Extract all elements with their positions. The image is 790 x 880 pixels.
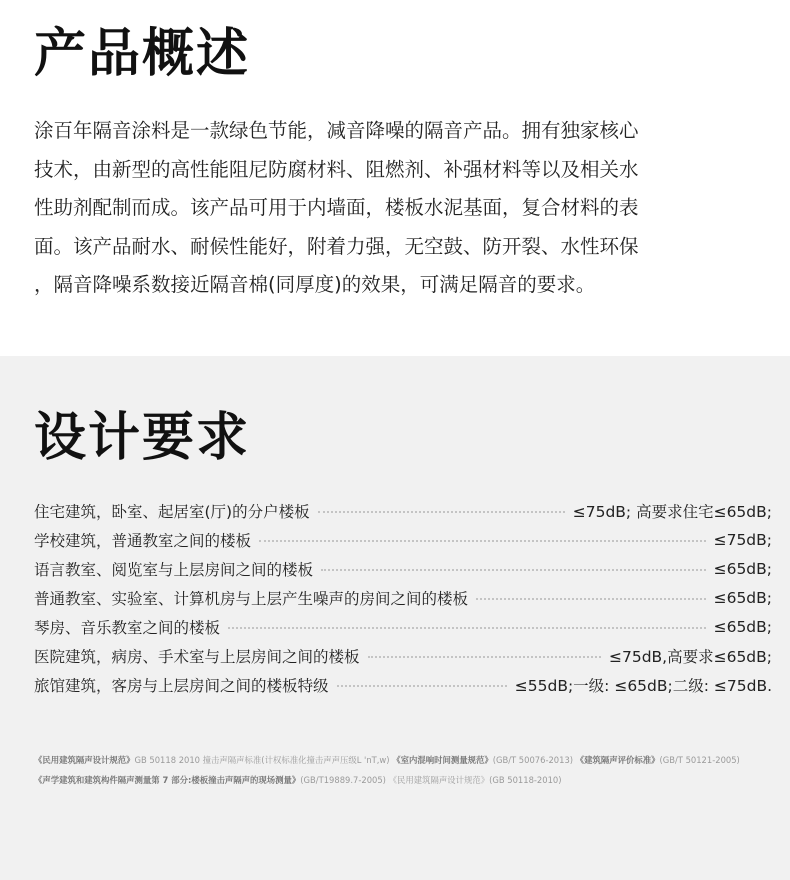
paragraph-line: ，隔音降噪系数接近隔音棉(同厚度)的效果，可满足隔音的要求。 xyxy=(34,273,596,296)
reference-title: 《民用建筑隔声设计规范》 xyxy=(34,755,135,765)
requirement-value: ≤55dB;一级: ≤65dB;二级: ≤75dB. xyxy=(514,676,772,695)
reference-detail: (GB/T19889.7-2005) 《民用建筑隔声设计规范》(GB 50118-2010) xyxy=(300,775,562,785)
requirement-label: 医院建筑，病房、手术室与上层房间之间的楼板 xyxy=(34,647,360,666)
reference-detail: (GB/T 50076-2013) xyxy=(492,755,576,765)
reference-line xyxy=(34,770,774,790)
dotted-leader xyxy=(476,598,706,600)
dotted-leader xyxy=(321,569,706,571)
requirement-row xyxy=(34,496,772,525)
reference-detail: GB 50118 2010 撞击声隔声标准(计权标准化撞击声声压级L 'nT,w) xyxy=(134,755,393,765)
requirement-label: 普通教室、实验室、计算机房与上层产生噪声的房间之间的楼板 xyxy=(34,589,469,608)
overview-heading: 产品概述 xyxy=(34,24,251,84)
reference-detail: (GB/T 50121-2005) xyxy=(659,755,740,765)
dotted-leader xyxy=(337,685,507,687)
requirement-row xyxy=(34,641,772,670)
design-section xyxy=(0,356,790,880)
requirement-row xyxy=(34,583,772,612)
requirement-row xyxy=(34,554,772,583)
dotted-leader xyxy=(318,511,565,513)
requirement-value: ≤65dB; xyxy=(713,588,772,607)
requirement-value: ≤65dB; xyxy=(713,559,772,578)
requirement-label: 学校建筑，普通教室之间的楼板 xyxy=(34,531,252,550)
requirement-value: ≤75dB,高要求≤65dB; xyxy=(608,647,772,666)
requirement-value: ≤75dB; 高要求住宅≤65dB; xyxy=(572,502,772,521)
requirement-value: ≤65dB; xyxy=(713,617,772,636)
reference-title: 《室内混响时间测量规范》 xyxy=(392,755,493,765)
requirement-row xyxy=(34,525,772,554)
reference-title: 《建筑隔声评价标准》 xyxy=(575,755,660,765)
paragraph-line: 技术，由新型的高性能阻尼防腐材料、阻燃剂、补强材料等以及相关水 xyxy=(34,157,639,181)
requirement-value: ≤75dB; xyxy=(713,530,772,549)
requirement-label: 语言教室、阅览室与上层房间之间的楼板 xyxy=(34,560,314,579)
reference-line xyxy=(34,750,774,770)
requirement-row xyxy=(34,612,772,641)
requirement-label: 琴房、音乐教室之间的楼板 xyxy=(34,618,221,637)
requirement-row xyxy=(34,670,772,699)
overview-section xyxy=(0,0,790,356)
dotted-leader xyxy=(228,627,706,629)
design-heading: 设计要求 xyxy=(34,408,251,468)
dotted-leader xyxy=(259,540,706,542)
reference-title: 《声学建筑和建筑构件隔声测量第 7 部分:楼板撞击声隔声的现场测量》 xyxy=(34,775,301,785)
dotted-leader xyxy=(368,656,601,658)
overview-paragraph xyxy=(34,112,764,305)
requirement-label: 住宅建筑，卧室、起居室(厅)的分户楼板 xyxy=(34,502,310,521)
standards-references xyxy=(34,750,774,790)
paragraph-line: 性助剂配制而成。该产品可用于内墙面，楼板水泥基面，复合材料的表 xyxy=(34,196,639,219)
requirement-label: 旅馆建筑，客房与上层房间之间的楼板特级 xyxy=(34,676,329,695)
paragraph-line: 面。该产品耐水、耐候性能好，附着力强，无空鼓、防开裂、水性环保 xyxy=(34,234,639,258)
paragraph-line: 涂百年隔音涂料是一款绿色节能，减音降噪的隔音产品。拥有独家核心 xyxy=(34,119,639,142)
requirements-list xyxy=(34,496,772,699)
